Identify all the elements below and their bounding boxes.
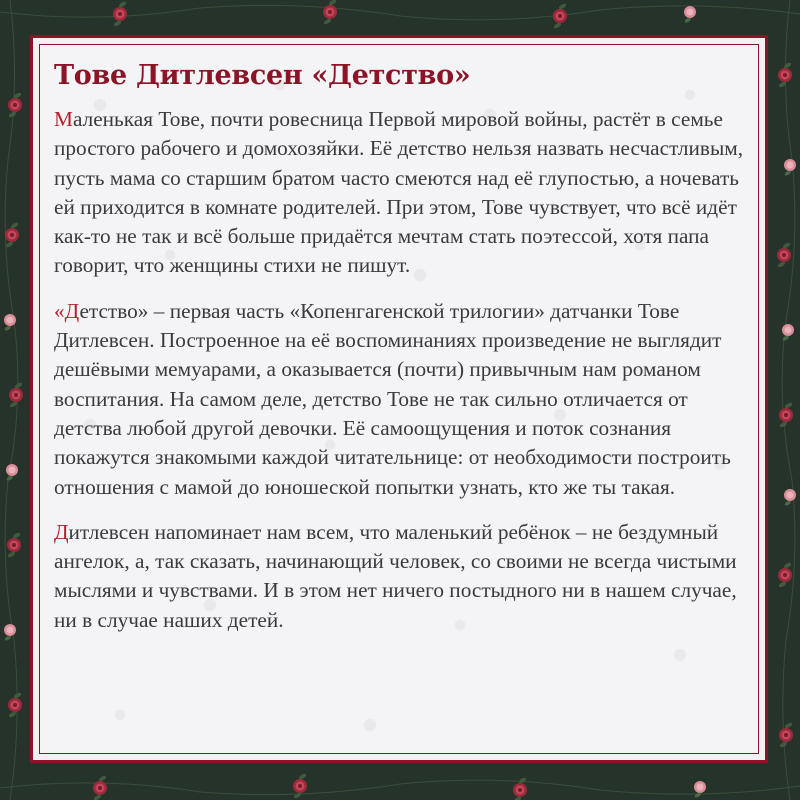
article-paragraph-3 bbox=[54, 518, 746, 635]
paragraph-1-text: аленькая Тове, почти ровесница Первой мировой войны, растёт в семье простого рабочего и домохозяйки. Её детство нельзя назвать несчастливым, пусть мама со старшим братом часто смеются над её глупостью, а ночевать ей приходится в комнате родителей. При этом, Тове чувствует, что всё идёт как-то не так и всё больше придаётся мечтам стать поэтессой, хотя папа говорит, что женщины стихи не пишут. bbox=[54, 107, 744, 278]
paragraph-2-text: етство» – первая часть «Копенгагенской трилогии» датчанки Тове Дитлевсен. Построенное на её воспоминаниях произведение не выглядит дешёвыми мемуарами, а оказывается (почти) привычным нам романом воспитания. На самом деле, детство Тове не так сильно отличается от детства любой другой девочки. Её самоощущения и поток сознания покажутся знакомыми каждой читательнице: от необходимости построить отношения с мамой до юношеской попытки узнать, кто же ты такая. bbox=[54, 298, 731, 499]
paragraph-1-initial: М bbox=[54, 107, 73, 131]
article-title: Тове Дитлевсен «Детство» bbox=[54, 60, 471, 91]
paragraph-3-initial: Д bbox=[54, 519, 69, 544]
article-card bbox=[39, 44, 759, 754]
article-card-frame bbox=[30, 35, 768, 763]
paragraph-2-initial: «Д bbox=[54, 298, 80, 323]
paragraph-3-text: итлевсен напоминает нам всем, что маленький ребёнок – не бездумный ангелок, а, так сказать, начинающий человек, со своими не всегда чистыми мыслями и чувствами. И в этом нет ничего постыдного ни в нашем случае, ни в случае наших детей. bbox=[54, 519, 737, 632]
article-content bbox=[54, 59, 746, 651]
article-paragraph-1 bbox=[54, 105, 746, 281]
article-paragraph-2 bbox=[54, 297, 746, 502]
